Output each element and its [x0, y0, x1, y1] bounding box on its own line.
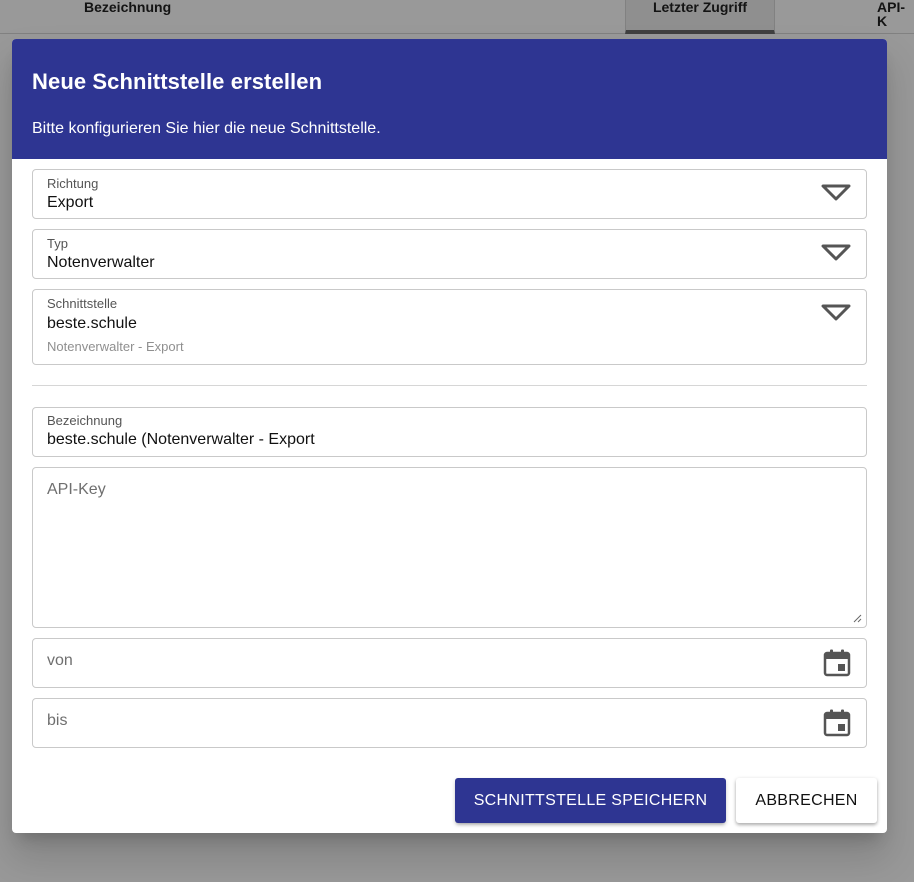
create-interface-dialog	[12, 39, 887, 833]
typ-value: Notenverwalter	[47, 254, 155, 271]
von-date-field[interactable]	[32, 638, 867, 688]
chevron-down-icon[interactable]	[821, 244, 851, 262]
chevron-down-icon[interactable]	[821, 184, 851, 202]
chevron-down-icon[interactable]	[821, 304, 851, 322]
bezeichnung-value: beste.schule (Notenverwalter - Export	[47, 431, 315, 448]
dialog-title: Neue Schnittstelle erstellen	[32, 69, 323, 94]
schnittstelle-label: Schnittstelle	[47, 296, 118, 311]
divider	[32, 385, 867, 386]
richtung-select[interactable]	[32, 169, 867, 219]
bezeichnung-label: Bezeichnung	[47, 413, 123, 428]
bis-date-field[interactable]	[32, 698, 867, 748]
api-key-placeholder: API-Key	[47, 481, 106, 498]
calendar-icon[interactable]	[823, 649, 851, 677]
typ-label: Typ	[47, 236, 68, 251]
calendar-icon[interactable]	[823, 709, 851, 737]
richtung-value: Export	[47, 194, 94, 211]
dialog-header	[12, 39, 887, 159]
schnittstelle-select[interactable]	[32, 289, 867, 365]
column-header-api-key[interactable]: API-K	[877, 0, 905, 29]
schnittstelle-hint: Notenverwalter - Export	[47, 339, 184, 354]
von-placeholder: von	[47, 652, 73, 669]
cancel-button[interactable]: ABBRECHEN	[736, 778, 877, 823]
resize-handle-icon[interactable]	[852, 613, 862, 623]
bezeichnung-field[interactable]	[32, 407, 867, 457]
richtung-label: Richtung	[47, 176, 99, 191]
column-header-bezeichnung[interactable]: Bezeichnung	[84, 0, 172, 15]
api-key-textarea[interactable]	[32, 467, 867, 628]
schnittstelle-value: beste.schule	[47, 315, 137, 332]
typ-select[interactable]	[32, 229, 867, 279]
save-interface-button[interactable]: SCHNITTSTELLE SPEICHERN	[455, 778, 726, 823]
dialog-subtitle: Bitte konfigurieren Sie hier die neue Schnittstelle.	[32, 120, 381, 137]
column-header-letzter-zugriff[interactable]: Letzter Zugriff	[625, 0, 775, 34]
bis-placeholder: bis	[47, 712, 68, 729]
